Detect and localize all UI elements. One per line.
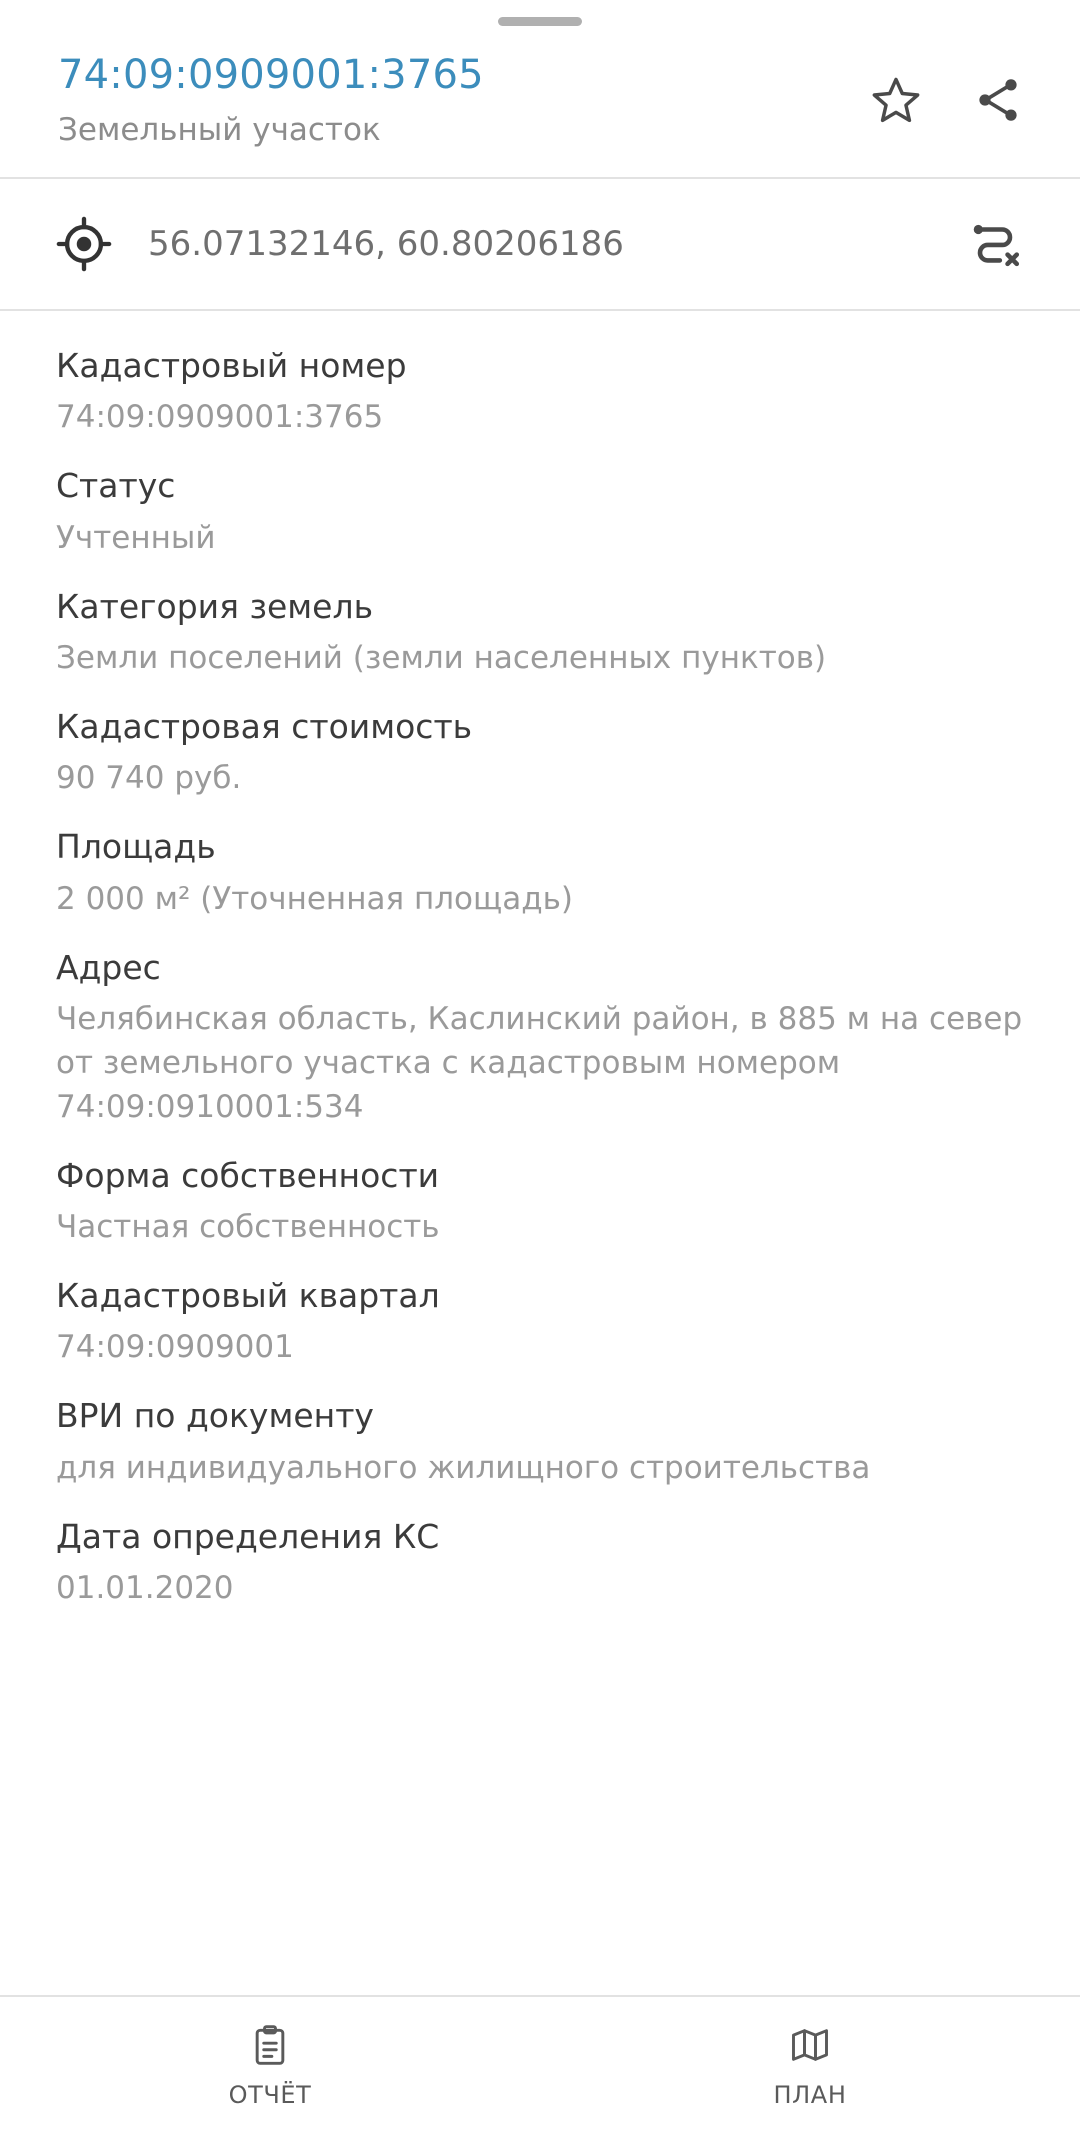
detail-value: Земли поселений (земли населенных пунктов) [56, 639, 827, 676]
star-icon[interactable] [868, 72, 924, 128]
sheet-drag-handle[interactable] [498, 17, 582, 26]
detail-label: Форма собственности [56, 1155, 440, 1195]
crosshair-icon[interactable] [52, 212, 116, 276]
detail-label: Категория земель [56, 586, 374, 626]
detail-value: 2 000 м² (Уточненная площадь) [56, 880, 574, 917]
detail-value: Челябинская область, Каслинский район, в 885 м на север от земельного участка с кадастровым номером 74:09:0910001:534 [56, 1000, 1023, 1125]
detail-value: Частная собственность [56, 1209, 440, 1246]
detail-row-permitted-use [56, 1395, 1026, 1489]
detail-row-cadastral-value [56, 706, 1026, 800]
detail-row-ownership-form [56, 1155, 1026, 1249]
detail-row-address [56, 947, 1026, 1129]
detail-label: Кадастровый квартал [56, 1276, 440, 1316]
detail-value: 01.01.2020 [56, 1569, 234, 1606]
coordinates-value: 56.07132146, 60.80206186 [148, 224, 624, 265]
detail-row-status [56, 465, 1026, 559]
detail-label: Кадастровая стоимость [56, 706, 473, 746]
page-title: 74:09:0909001:3765 [58, 52, 484, 98]
map-icon [786, 2019, 834, 2071]
header-texts [58, 52, 868, 149]
detail-label: Адрес [56, 947, 161, 987]
detail-row-area [56, 826, 1026, 920]
detail-label: Кадастровый номер [56, 346, 407, 386]
coordinates-row[interactable] [0, 179, 1080, 311]
detail-row-cadastral-number [56, 345, 1026, 439]
header-actions [868, 52, 1026, 128]
object-type-label: Земельный участок [58, 112, 381, 148]
detail-label: ВРИ по документу [56, 1396, 374, 1436]
detail-value: 90 740 руб. [56, 760, 242, 797]
detail-header [0, 30, 1080, 179]
clipboard-icon [248, 2019, 292, 2071]
detail-label: Статус [56, 466, 176, 506]
detail-row-land-category [56, 586, 1026, 680]
share-icon[interactable] [970, 72, 1026, 128]
detail-row-valuation-date [56, 1516, 1026, 1610]
detail-value: 74:09:0909001 [56, 1329, 294, 1366]
detail-value: для индивидуального жилищного строительства [56, 1449, 871, 1486]
detail-row-cadastral-quarter [56, 1275, 1026, 1369]
bottom-navigation [0, 1995, 1080, 2131]
tab-plan[interactable] [540, 1997, 1080, 2131]
route-cancel-icon[interactable] [964, 213, 1026, 275]
detail-value: 74:09:0909001:3765 [56, 399, 384, 436]
tab-label: ОТЧЁТ [228, 2081, 312, 2109]
details-list [0, 311, 1080, 1610]
tab-report[interactable] [0, 1997, 540, 2131]
tab-label: ПЛАН [773, 2081, 847, 2109]
detail-value: Учтенный [56, 519, 216, 556]
detail-label: Дата определения КС [56, 1516, 440, 1556]
detail-label: Площадь [56, 827, 216, 867]
sheet-drag-handle-area[interactable] [0, 0, 1080, 30]
